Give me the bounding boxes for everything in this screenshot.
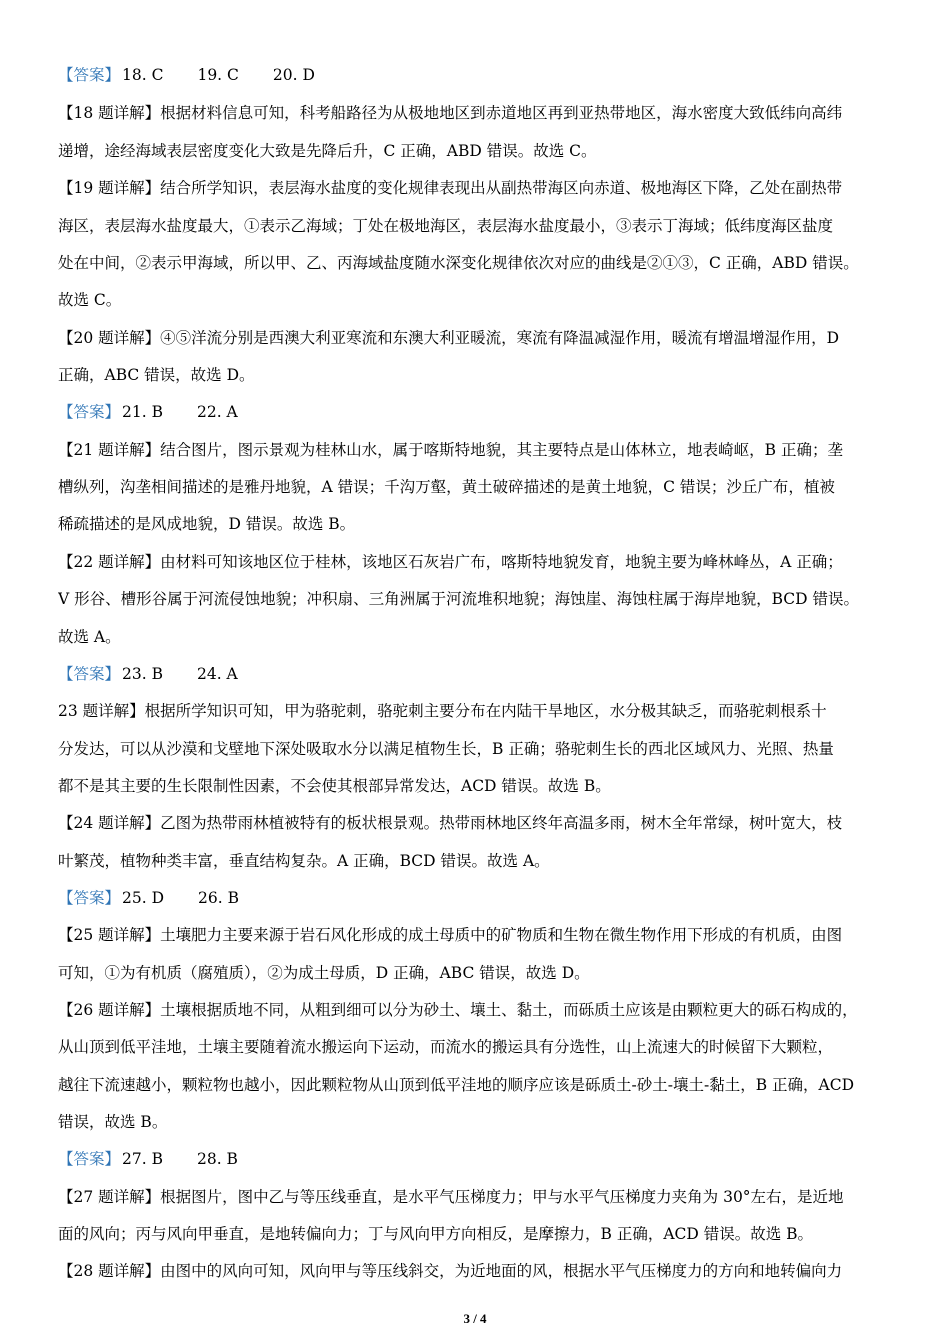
answer-line-23-24 <box>58 663 898 685</box>
answer-line-21-22 <box>58 401 898 423</box>
answer-item: 20. D <box>272 66 315 84</box>
answer-tag: 【答案】 <box>58 665 121 683</box>
answer-item: 26. B <box>198 889 239 907</box>
explanation-line: 槽纵列，沟垄相间描述的是雅丹地貌，A 错误；千沟万壑，黄土破碎描述的是黄土地貌，C 错误；沙丘广布，植被 <box>58 478 835 496</box>
explanation-line: 【21 题详解】结合图片，图示景观为桂林山水，属于喀斯特地貌，其主要特点是山体林立，地表崎岖，B 正确；垄 <box>58 441 843 459</box>
explanation-line: 【25 题详解】土壤肥力主要来源于岩石风化形成的成土母质中的矿物质和生物在微生物作用下形成的有机质，由图 <box>58 926 843 944</box>
explanation-line: 【18 题详解】根据材料信息可知，科考船路径为从极地地区到赤道地区再到亚热带地区，海水密度大致低纬向高纬 <box>58 104 843 122</box>
explanation-line: 故选 A。 <box>58 628 121 646</box>
answer-item: 27. B <box>122 1150 163 1168</box>
explanation-line: 分发达，可以从沙漠和戈壁地下深处吸取水分以满足植物生长，B 正确；骆驼刺生长的西北区域风力、光照、热量 <box>58 740 834 758</box>
answer-item: 18. C <box>122 66 164 84</box>
answer-item: 24. A <box>196 665 238 683</box>
explanation-line: 都不是其主要的生长限制性因素，不会使其根部异常发达，ACD 错误。故选 B。 <box>58 777 611 795</box>
explanation-line: 越往下流速越小，颗粒物也越小，因此颗粒物从山顶到低平洼地的顺序应该是砾质土-砂土-壤土-黏土，B 正确，ACD <box>58 1076 855 1094</box>
explanation-line: 从山顶到低平洼地，土壤主要随着流水搬运向下运动，而流水的搬运具有分选性，山上流速大的时候留下大颗粒， <box>58 1038 834 1056</box>
answer-tag: 【答案】 <box>58 889 121 907</box>
page-number: 3 / 4 <box>463 1311 487 1326</box>
explanation-line: 【24 题详解】乙图为热带雨林植被特有的板状根景观。热带雨林地区终年高温多雨，树木全年常绿，树叶宽大，枝 <box>58 814 843 832</box>
explanation-line: 【27 题详解】根据图片，图中乙与等压线垂直，是水平气压梯度力；甲与水平气压梯度力夹角为 30°左右，是近地 <box>58 1188 844 1206</box>
explanation-line: 叶繁茂，植物种类丰富，垂直结构复杂。A 正确，BCD 错误。故选 A。 <box>58 852 550 870</box>
answer-line-18-20 <box>58 64 898 86</box>
explanation-line: 稀疏描述的是风成地貌，D 错误。故选 B。 <box>58 515 356 533</box>
explanation-line: 可知，①为有机质（腐殖质），②为成土母质，D 正确，ABC 错误，故选 D。 <box>58 964 590 982</box>
answer-item: 28. B <box>196 1150 238 1168</box>
answer-item: 22. A <box>196 403 238 421</box>
answer-item: 25. D <box>122 889 165 907</box>
explanation-line: 【20 题详解】④⑤洋流分别是西澳大利亚寒流和东澳大利亚暖流，寒流有降温减湿作用，暖流有增温增湿作用，D <box>58 329 840 347</box>
explanation-line: 【22 题详解】由材料可知该地区位于桂林，该地区石灰岩广布，喀斯特地貌发育，地貌主要为峰林峰丛，A 正确； <box>58 553 843 571</box>
answer-tag: 【答案】 <box>58 66 121 84</box>
answer-tag: 【答案】 <box>58 1150 121 1168</box>
answer-line-25-26 <box>58 887 898 909</box>
explanation-line: 错误，故选 B。 <box>58 1113 168 1131</box>
answer-line-27-28 <box>58 1148 898 1170</box>
explanation-line: 【19 题详解】结合所学知识，表层海水盐度的变化规律表现出从副热带海区向赤道、极地海区下降，乙处在副热带 <box>58 179 843 197</box>
answer-item: 19. C <box>197 66 239 84</box>
explanation-line: 【28 题详解】由图中的风向可知，风向甲与等压线斜交，为近地面的风，根据水平气压梯度力的方向和地转偏向力 <box>58 1262 843 1280</box>
explanation-line: 处在中间，②表示甲海域，所以甲、乙、丙海域盐度随水深变化规律依次对应的曲线是②①③，C 正确，ABD 错误。 <box>58 254 859 272</box>
explanation-line: 23 题详解】根据所学知识可知，甲为骆驼刺，骆驼刺主要分布在内陆干旱地区，水分极其缺乏，而骆驼刺根系十 <box>58 702 827 720</box>
explanation-line: 海区，表层海水盐度最大，①表示乙海域；丁处在极地海区，表层海水盐度最小，③表示丁海域；低纬度海区盐度 <box>58 217 834 235</box>
explanation-line: 递增，途经海域表层密度变化大致是先降后升，C 正确，ABD 错误。故选 C。 <box>58 142 597 160</box>
explanation-line: 面的风向；丙与风向甲垂直，是地转偏向力；丁与风向甲方向相反，是摩擦力，B 正确，ACD 错误。故选 B。 <box>58 1225 814 1243</box>
explanation-line: 【26 题详解】土壤根据质地不同，从粗到细可以分为砂土、壤土、黏土，而砾质土应该是由颗粒更大的砾石构成的， <box>58 1001 858 1019</box>
explanation-line: 故选 C。 <box>58 291 122 309</box>
answer-item: 23. B <box>122 665 163 683</box>
explanation-line: 正确，ABC 错误，故选 D。 <box>58 366 255 384</box>
explanation-line: V 形谷、槽形谷属于河流侵蚀地貌；冲积扇、三角洲属于河流堆积地貌；海蚀崖、海蚀柱属于海岸地貌，BCD 错误。 <box>58 590 860 608</box>
answer-item: 21. B <box>122 403 163 421</box>
answer-tag: 【答案】 <box>58 403 121 421</box>
